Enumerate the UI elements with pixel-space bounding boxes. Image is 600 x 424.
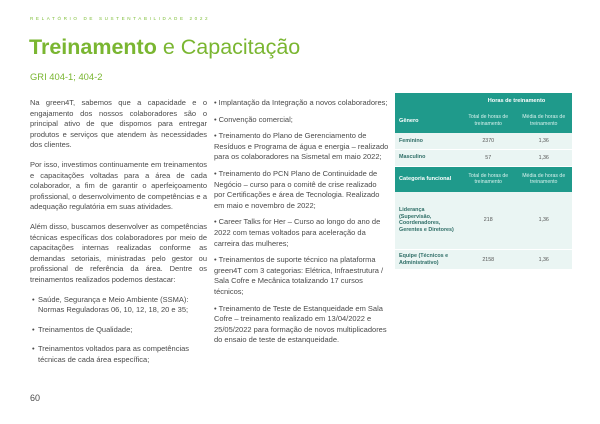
table-row: [395, 133, 572, 149]
training-hours-table: [395, 93, 572, 270]
list-item: • Treinamento do PCN Plano de Continuidade de Negócio – curso para o comitê de crise realizado por Certificações e área de Tecnologia. Realizado em maio e novembro de 2022;: [214, 168, 380, 210]
list-item: • Career Talks for Her – Curso ao longo do ano de 2022 com temas voltados para aceleração da carreira das mulheres;: [214, 217, 381, 248]
bullet-icon: •: [32, 344, 35, 354]
table-subheader-row: [395, 108, 572, 133]
cell-total: 57: [461, 149, 515, 166]
column-header-average: Média de horas de treinamento: [515, 108, 572, 133]
list-item: • Saúde, Segurança e Meio Ambiente (SSMA): Normas Reguladoras 06, 10, 12, 18, 20 e 35;: [32, 294, 189, 315]
list-item: • Treinamentos de Qualidade;: [32, 324, 133, 334]
row-label: Equipe (Técnicos e Administrativo): [395, 250, 461, 270]
table-row: [395, 149, 572, 166]
cell-average: 1,36: [515, 250, 572, 270]
list-item: • Treinamentos de suporte técnico na plataforma green4T com 3 categorias: Elétrica, Infraestrutura / Sala Cofre e Mecânica totalizando 17 cursos técnicos;: [214, 255, 384, 296]
bullet-icon: •: [214, 303, 217, 313]
bullet-icon: •: [214, 168, 217, 178]
table-header-row: [395, 93, 572, 108]
left-column: [30, 98, 207, 374]
bullet-icon: •: [214, 255, 217, 265]
list-item: • Treinamentos voltados para as competências técnicas de cada área específica;: [32, 344, 190, 364]
list-item: • Treinamento do Plano de Gerenciamento de Resíduos e Programa de água e energia – realizado para os colaboradores na Sismetal em maio 2022;: [214, 131, 389, 162]
page-number: 60: [30, 393, 41, 403]
cell-total: 2158: [461, 250, 515, 270]
row-label: Masculino: [395, 149, 461, 166]
title-light: e Capacitação: [156, 35, 301, 59]
bullet-icon: •: [32, 324, 35, 334]
list-item: • Implantação da Integração a novos colaboradores;: [214, 98, 388, 107]
list-item: • Convenção comercial;: [214, 114, 293, 124]
cell-total: 2370: [461, 133, 515, 149]
middle-column: [214, 98, 389, 352]
paragraph: Na green4T, sabemos que a capacidade e o engajamento dos nossos colaboradores são o principal ativo de que dispomos para entregar produtos e serviços que atendem às necessidades dos clientes.: [30, 98, 207, 150]
row-label: Liderança (Supervisão, Coordenadores, Gerentes e Diretores): [395, 192, 461, 250]
page-title: [29, 34, 300, 60]
training-list: [214, 98, 389, 346]
column-header-total: Total de horas de treinamento: [461, 166, 515, 192]
column-header-average: Média de horas de treinamento: [515, 166, 572, 192]
title-bold: Treinamento: [29, 35, 157, 59]
bullet-icon: •: [214, 98, 217, 107]
bullet-icon: •: [214, 114, 217, 124]
bullet-icon: •: [32, 294, 35, 304]
table-row: [395, 192, 572, 250]
cell-average: 1,36: [515, 149, 572, 166]
cell-total: 218: [461, 192, 515, 250]
paragraph: Por isso, investimos continuamente em treinamentos e capacitações voltadas para a área de cada colaborador, a fim de garantir o aperfeiçoamento profissional, o desenvolvimento de competências e a adequação regulatória em suas atividades.: [30, 159, 207, 212]
list-item: • Treinamento de Teste de Estanqueidade em Sala Cofre – treinamento realizado em 13/04/2022 e 25/05/2022 para formação de novos multiplicadores do ensaio de teste de estanqueidade.: [214, 303, 387, 345]
table-header: Horas de treinamento: [461, 93, 572, 108]
training-list: [32, 294, 207, 366]
bullet-icon: •: [214, 217, 217, 227]
cell-average: 1,36: [515, 192, 572, 250]
paragraph: Além disso, buscamos desenvolver as competências técnicas específicas dos colaboradores por meio de capacitações internas realizadas conforme as demandas setoriais, ministradas pelo gestor ou profissional de referência da área. Dentre os treinamentos realizados podemos destacar:: [30, 221, 207, 284]
report-header-label: RELATÓRIO DE SUSTENTABILIDADE 2022: [30, 16, 211, 21]
cell-average: 1,36: [515, 133, 572, 149]
row-label: Feminino: [395, 133, 461, 149]
group-label-category: Categoria funcional: [395, 166, 461, 192]
bullet-icon: •: [214, 131, 217, 141]
column-header-total: Total de horas de treinamento: [461, 108, 515, 133]
table-subheader-row: [395, 166, 572, 192]
gri-reference: GRI 404-1; 404-2: [30, 71, 103, 82]
group-label-gender: Gênero: [395, 108, 461, 133]
table-row: [395, 250, 572, 270]
